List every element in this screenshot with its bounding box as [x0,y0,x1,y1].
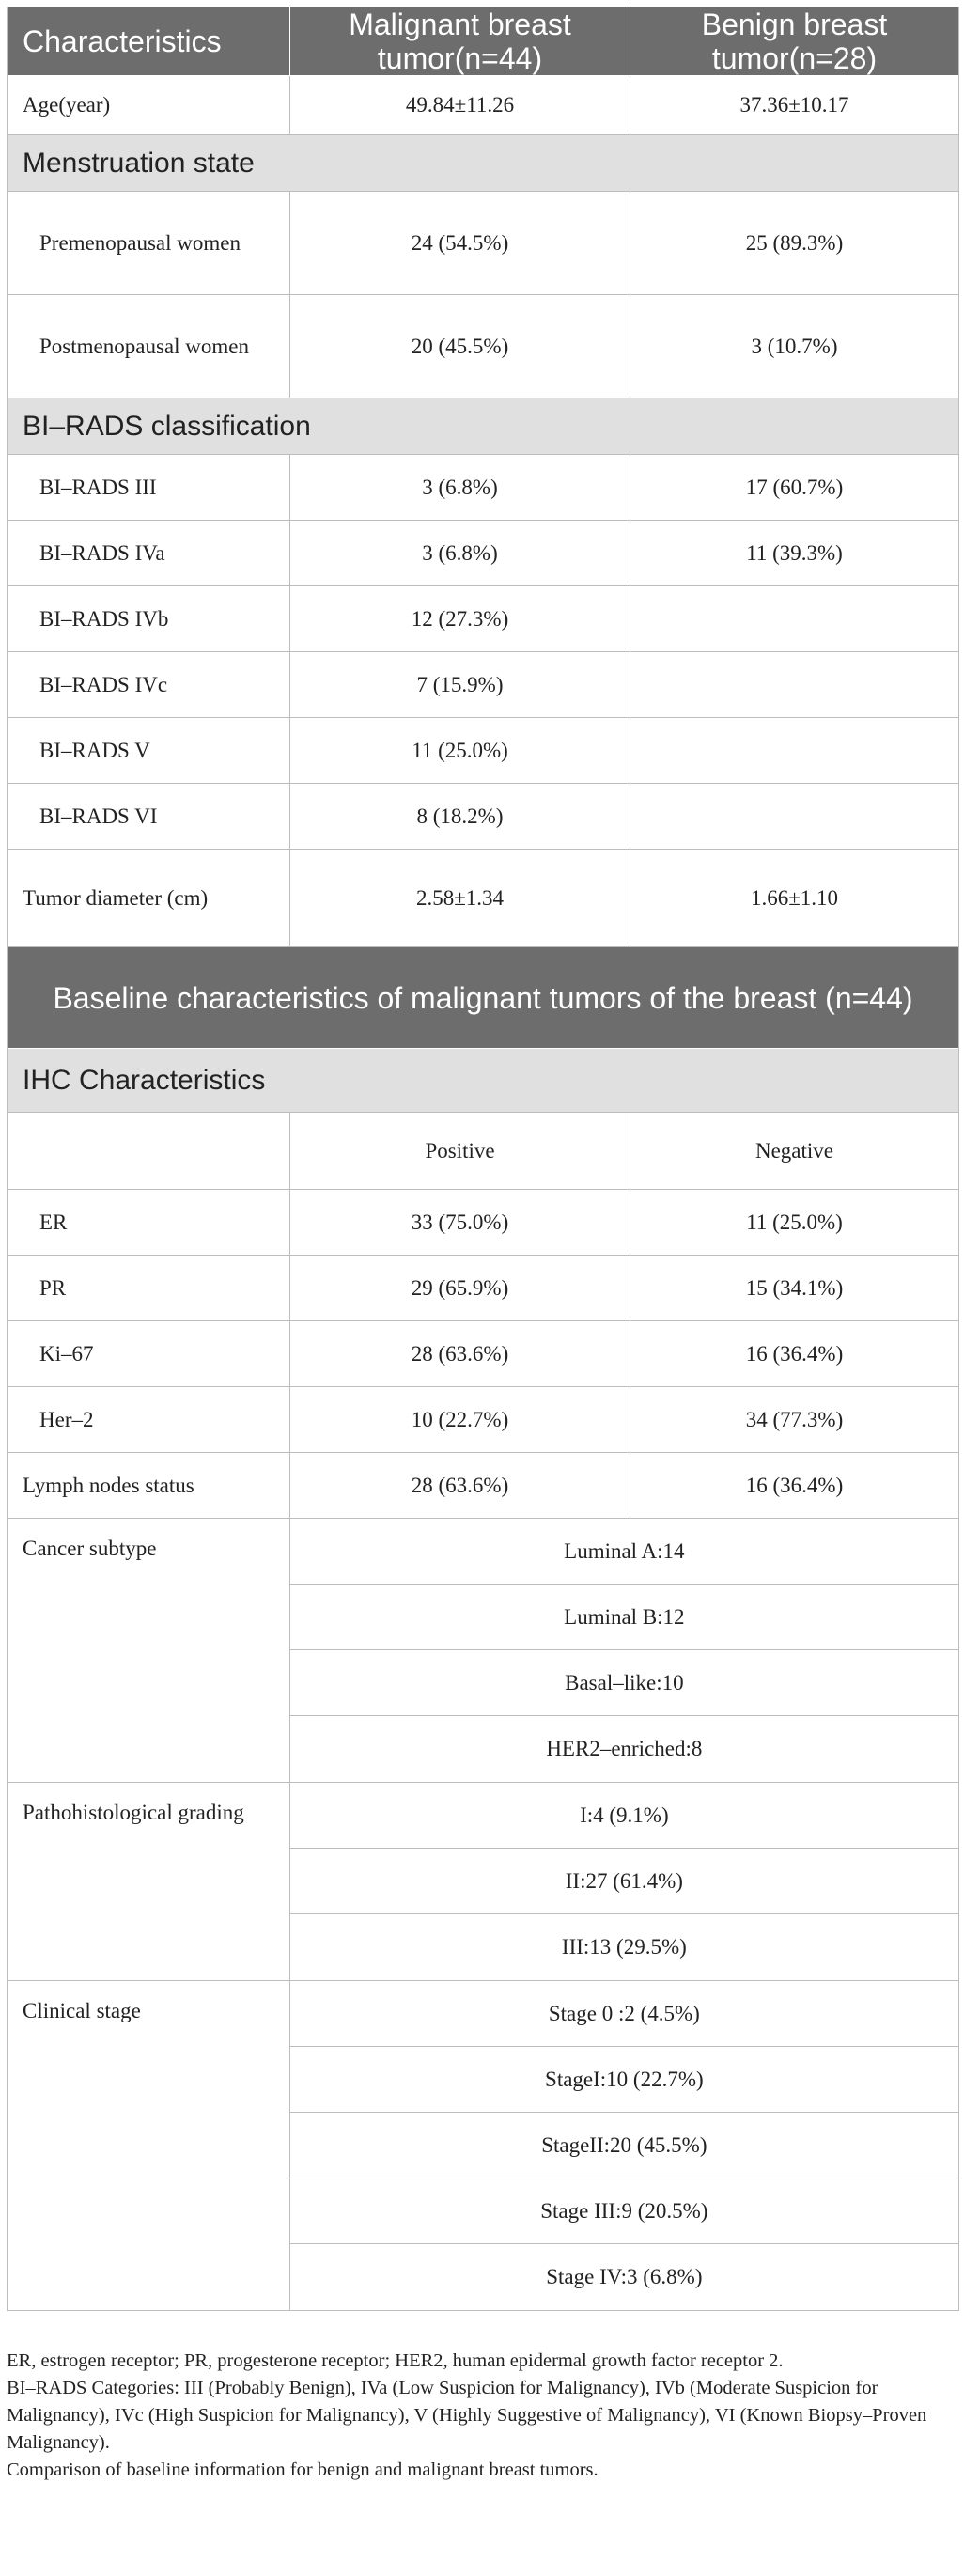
footnote-abbreviations: ER, estrogen receptor; PR, progesterone receptor; HER2, human epidermal growth factor receptor 2. [7,2350,784,2371]
negative-value: 16 (36.4%) [630,1453,958,1518]
malignant-value: 7 (15.9%) [289,652,630,717]
benign-value: 11 (39.3%) [630,521,958,585]
row-label: Her–2 [39,1407,94,1431]
row-label: Premenopausal women [39,230,241,255]
row-label: BI–RADS III [39,475,157,499]
header-characteristics: Characteristics [23,23,222,58]
malignant-value: 24 (54.5%) [289,192,630,294]
ihc-subheader-row [8,1113,958,1190]
table-row-lymph [8,1453,958,1519]
table-row [8,521,958,586]
row-label: Ki–67 [39,1341,94,1366]
benign-value: 3 (10.7%) [630,295,958,398]
positive-value: 33 (75.0%) [289,1190,630,1255]
table-header-row [8,7,958,76]
benign-value: 37.36±10.17 [630,76,958,134]
malignant-value: 12 (27.3%) [289,586,630,651]
group-values [289,1519,958,1782]
row-label: BI–RADS V [39,738,150,762]
group-clinical-stage [8,1981,958,2310]
section-title: IHC Characteristics [23,1064,266,1096]
row-label: PR [39,1275,67,1300]
table-row [8,1387,958,1453]
negative-value: 11 (25.0%) [630,1190,958,1255]
malignant-value: 11 (25.0%) [289,718,630,783]
header-malignant: Malignant breast tumor(n=44) [289,7,630,75]
section-title: Menstruation state [23,147,255,179]
table-row-age [8,76,958,135]
list-item: Luminal A:14 [290,1519,958,1585]
group-pathohistological-grading [8,1783,958,1981]
list-item: Basal–like:10 [290,1650,958,1716]
malignant-value: 3 (6.8%) [289,455,630,520]
list-item: I:4 (9.1%) [290,1783,958,1849]
table-row-tumor-diameter [8,850,958,947]
malignant-value: 20 (45.5%) [289,295,630,398]
benign-value [630,784,958,849]
negative-value: 15 (34.1%) [630,1256,958,1320]
footnote-caption: Comparison of baseline information for benign and malignant breast tumors. [7,2459,599,2480]
malignant-value: 3 (6.8%) [289,521,630,585]
list-item: Stage III:9 (20.5%) [290,2178,958,2244]
benign-value: 25 (89.3%) [630,192,958,294]
section-ihc [8,1049,958,1113]
positive-header: Positive [289,1113,630,1189]
row-label: Postmenopausal women [39,334,249,358]
negative-value: 34 (77.3%) [630,1387,958,1452]
row-label: BI–RADS IVa [39,540,165,565]
benign-value [630,586,958,651]
list-item: II:27 (61.4%) [290,1849,958,1914]
row-label: ER [39,1210,68,1234]
table-row [8,455,958,521]
benign-value [630,718,958,783]
list-item: HER2–enriched:8 [546,1737,703,1760]
list-item: Luminal B:12 [290,1585,958,1650]
table-row [8,1256,958,1321]
group-label: Pathohistological grading [23,1801,244,1824]
table-row [8,1321,958,1387]
row-label: Lymph nodes status [23,1473,194,1497]
list-item: StageII:20 (45.5%) [290,2113,958,2178]
benign-value: 17 (60.7%) [630,455,958,520]
table-row [8,718,958,784]
section-birads [8,398,958,455]
table-row [8,1190,958,1256]
table-footnotes [7,2348,956,2484]
benign-value: 1.66±1.10 [630,850,958,946]
group-values [289,1783,958,1980]
group-cancer-subtype [8,1519,958,1783]
malignant-value: 2.58±1.34 [289,850,630,946]
header-benign: Benign breast tumor(n=28) [630,7,958,75]
list-item: Stage IV:3 (6.8%) [546,2265,703,2288]
list-item: StageI:10 (22.7%) [290,2047,958,2113]
row-label: Age(year) [23,93,111,117]
positive-value: 28 (63.6%) [289,1453,630,1518]
negative-value: 16 (36.4%) [630,1321,958,1386]
table-row [8,192,958,295]
table-row [8,652,958,718]
malignant-value: 8 (18.2%) [289,784,630,849]
empty-cell [8,1113,289,1189]
malignant-value: 49.84±11.26 [289,76,630,134]
row-label: BI–RADS IVc [39,672,168,696]
table-row [8,295,958,398]
positive-value: 10 (22.7%) [289,1387,630,1452]
list-item: III:13 (29.5%) [561,1935,687,1959]
benign-value [630,652,958,717]
list-item: Stage 0 :2 (4.5%) [290,1981,958,2047]
table-row [8,784,958,850]
positive-value: 28 (63.6%) [289,1321,630,1386]
row-label: BI–RADS IVb [39,606,169,631]
group-values [289,1981,958,2310]
positive-value: 29 (65.9%) [289,1256,630,1320]
row-label: Tumor diameter (cm) [23,885,209,910]
footnote-birads: BI–RADS Categories: III (Probably Benign), IVa (Low Suspicion for Malignancy), IVb (Moderate Suspicion for Malignancy), IVc (High Suspicion for Malignancy), V (Highly Suggestive of Malignancy), VI (Known Biopsy–Proven Malignancy). [7,2378,927,2453]
characteristics-table [7,7,959,2311]
group-label: Cancer subtype [23,1537,157,1560]
group-label: Clinical stage [23,1999,141,2022]
section-menstruation [8,135,958,192]
table-row [8,586,958,652]
baseline-title-row [8,947,958,1049]
baseline-title: Baseline characteristics of malignant tumors of the breast (n=44) [53,980,913,1015]
section-title: BI–RADS classification [23,410,311,442]
negative-header: Negative [630,1113,958,1189]
row-label: BI–RADS VI [39,804,158,828]
